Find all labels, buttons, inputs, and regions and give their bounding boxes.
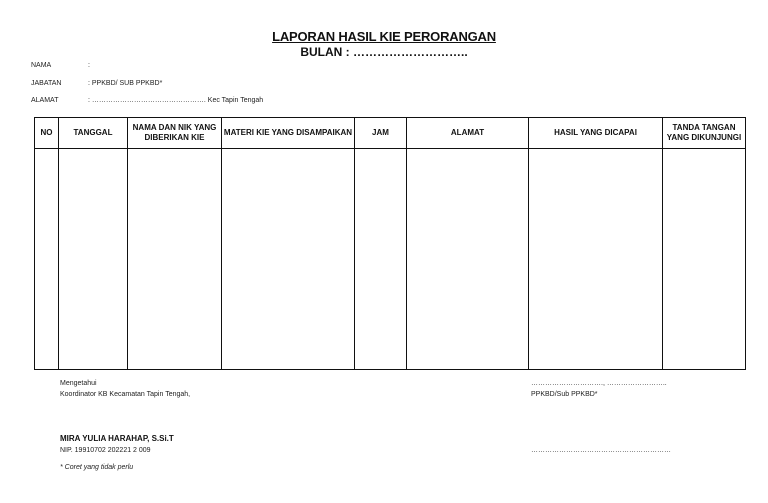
- column-header-tanda-tangan: TANDA TANGAN YANG DIKUNJUNGI: [663, 118, 746, 149]
- column-header-no: NO: [35, 118, 59, 149]
- field-nama: [31, 62, 90, 69]
- field-label: ALAMAT: [31, 97, 59, 104]
- field-label: JABATAN: [31, 80, 62, 87]
- column-header-jam: JAM: [355, 118, 407, 149]
- report-month: BULAN : ………………………..: [300, 45, 468, 59]
- field-label: NAMA: [31, 62, 52, 69]
- column-header-alamat: ALAMAT: [407, 118, 529, 149]
- approval-label: Mengetahui: [60, 380, 97, 387]
- field-alamat: [31, 97, 263, 104]
- ppkbd-title: PPKBD/Sub PPKBD*: [531, 391, 598, 398]
- place-date-line: …………………………., ……………………..: [531, 380, 667, 387]
- table-cell: [355, 149, 407, 370]
- ppkbd-signature-line: ……………………………………………………: [531, 447, 671, 454]
- field-value: : PPKBD/ SUB PPKBD*: [88, 80, 163, 87]
- table-row: [35, 149, 746, 370]
- kie-report-table: [34, 117, 746, 370]
- signatory-name: MIRA YULIA HARAHAP, S.Si.T: [60, 434, 174, 443]
- table-cell: [59, 149, 128, 370]
- coordinator-title: Koordinator KB Kecamatan Tapin Tengah,: [60, 391, 191, 398]
- table-header-row: [35, 118, 746, 149]
- field-value: :: [88, 62, 90, 69]
- report-title: LAPORAN HASIL KIE PERORANGAN: [272, 29, 496, 44]
- column-header-nama-nik: NAMA DAN NIK YANG DIBERIKAN KIE: [128, 118, 222, 149]
- table-cell: [35, 149, 59, 370]
- table-cell: [663, 149, 746, 370]
- field-jabatan: [31, 80, 162, 87]
- signatory-nip: NIP. 19910702 202221 2 009: [60, 447, 151, 454]
- column-header-tanggal: TANGGAL: [59, 118, 128, 149]
- table-cell: [222, 149, 355, 370]
- table-cell: [407, 149, 529, 370]
- table-cell: [128, 149, 222, 370]
- column-header-materi: MATERI KIE YANG DISAMPAIKAN: [222, 118, 355, 149]
- footnote: * Coret yang tidak perlu: [60, 464, 134, 471]
- table-cell: [529, 149, 663, 370]
- column-header-hasil: HASIL YANG DICAPAI: [529, 118, 663, 149]
- field-value: : …………………………………………. Kec Tapin Tengah: [88, 97, 264, 104]
